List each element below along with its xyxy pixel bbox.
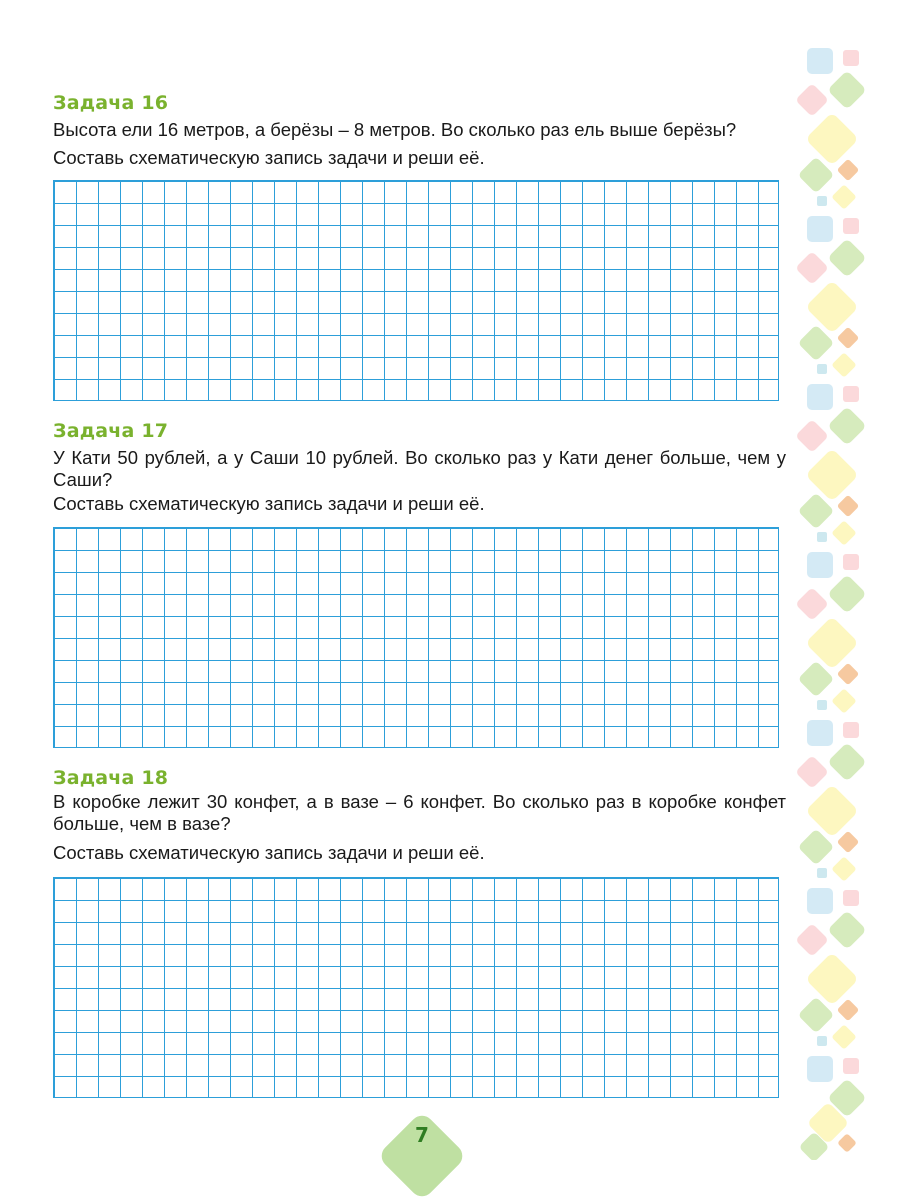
task-17-instruction: Составь схематическую запись задачи и реши её.	[53, 493, 485, 514]
task-18-answer-grid[interactable]	[53, 877, 779, 1098]
decorative-squares-border	[795, 40, 900, 1160]
task-16-answer-grid[interactable]	[53, 180, 779, 401]
task-17-text: У Кати 50 рублей, а у Саши 10 рублей. Во сколько раз у Кати денег больше, чем у Саши?	[53, 447, 786, 490]
task-16-title: Задача 16	[53, 92, 169, 114]
task-17-title: Задача 17	[53, 420, 169, 442]
task-16-text: Высота ели 16 метров, а берёзы – 8 метров. Во сколько раз ель выше берёзы?	[53, 119, 737, 140]
task-17-answer-grid[interactable]	[53, 527, 779, 748]
task-18-instruction: Составь схематическую запись задачи и реши её.	[53, 842, 485, 863]
task-18-text: В коробке лежит 30 конфет, а в вазе – 6 конфет. Во сколько раз в коробке конфет больше, чем в вазе?	[53, 791, 786, 834]
page-number: 7	[415, 1123, 429, 1147]
task-16-instruction: Составь схематическую запись задачи и реши её.	[53, 147, 485, 168]
task-18-title: Задача 18	[53, 767, 169, 789]
